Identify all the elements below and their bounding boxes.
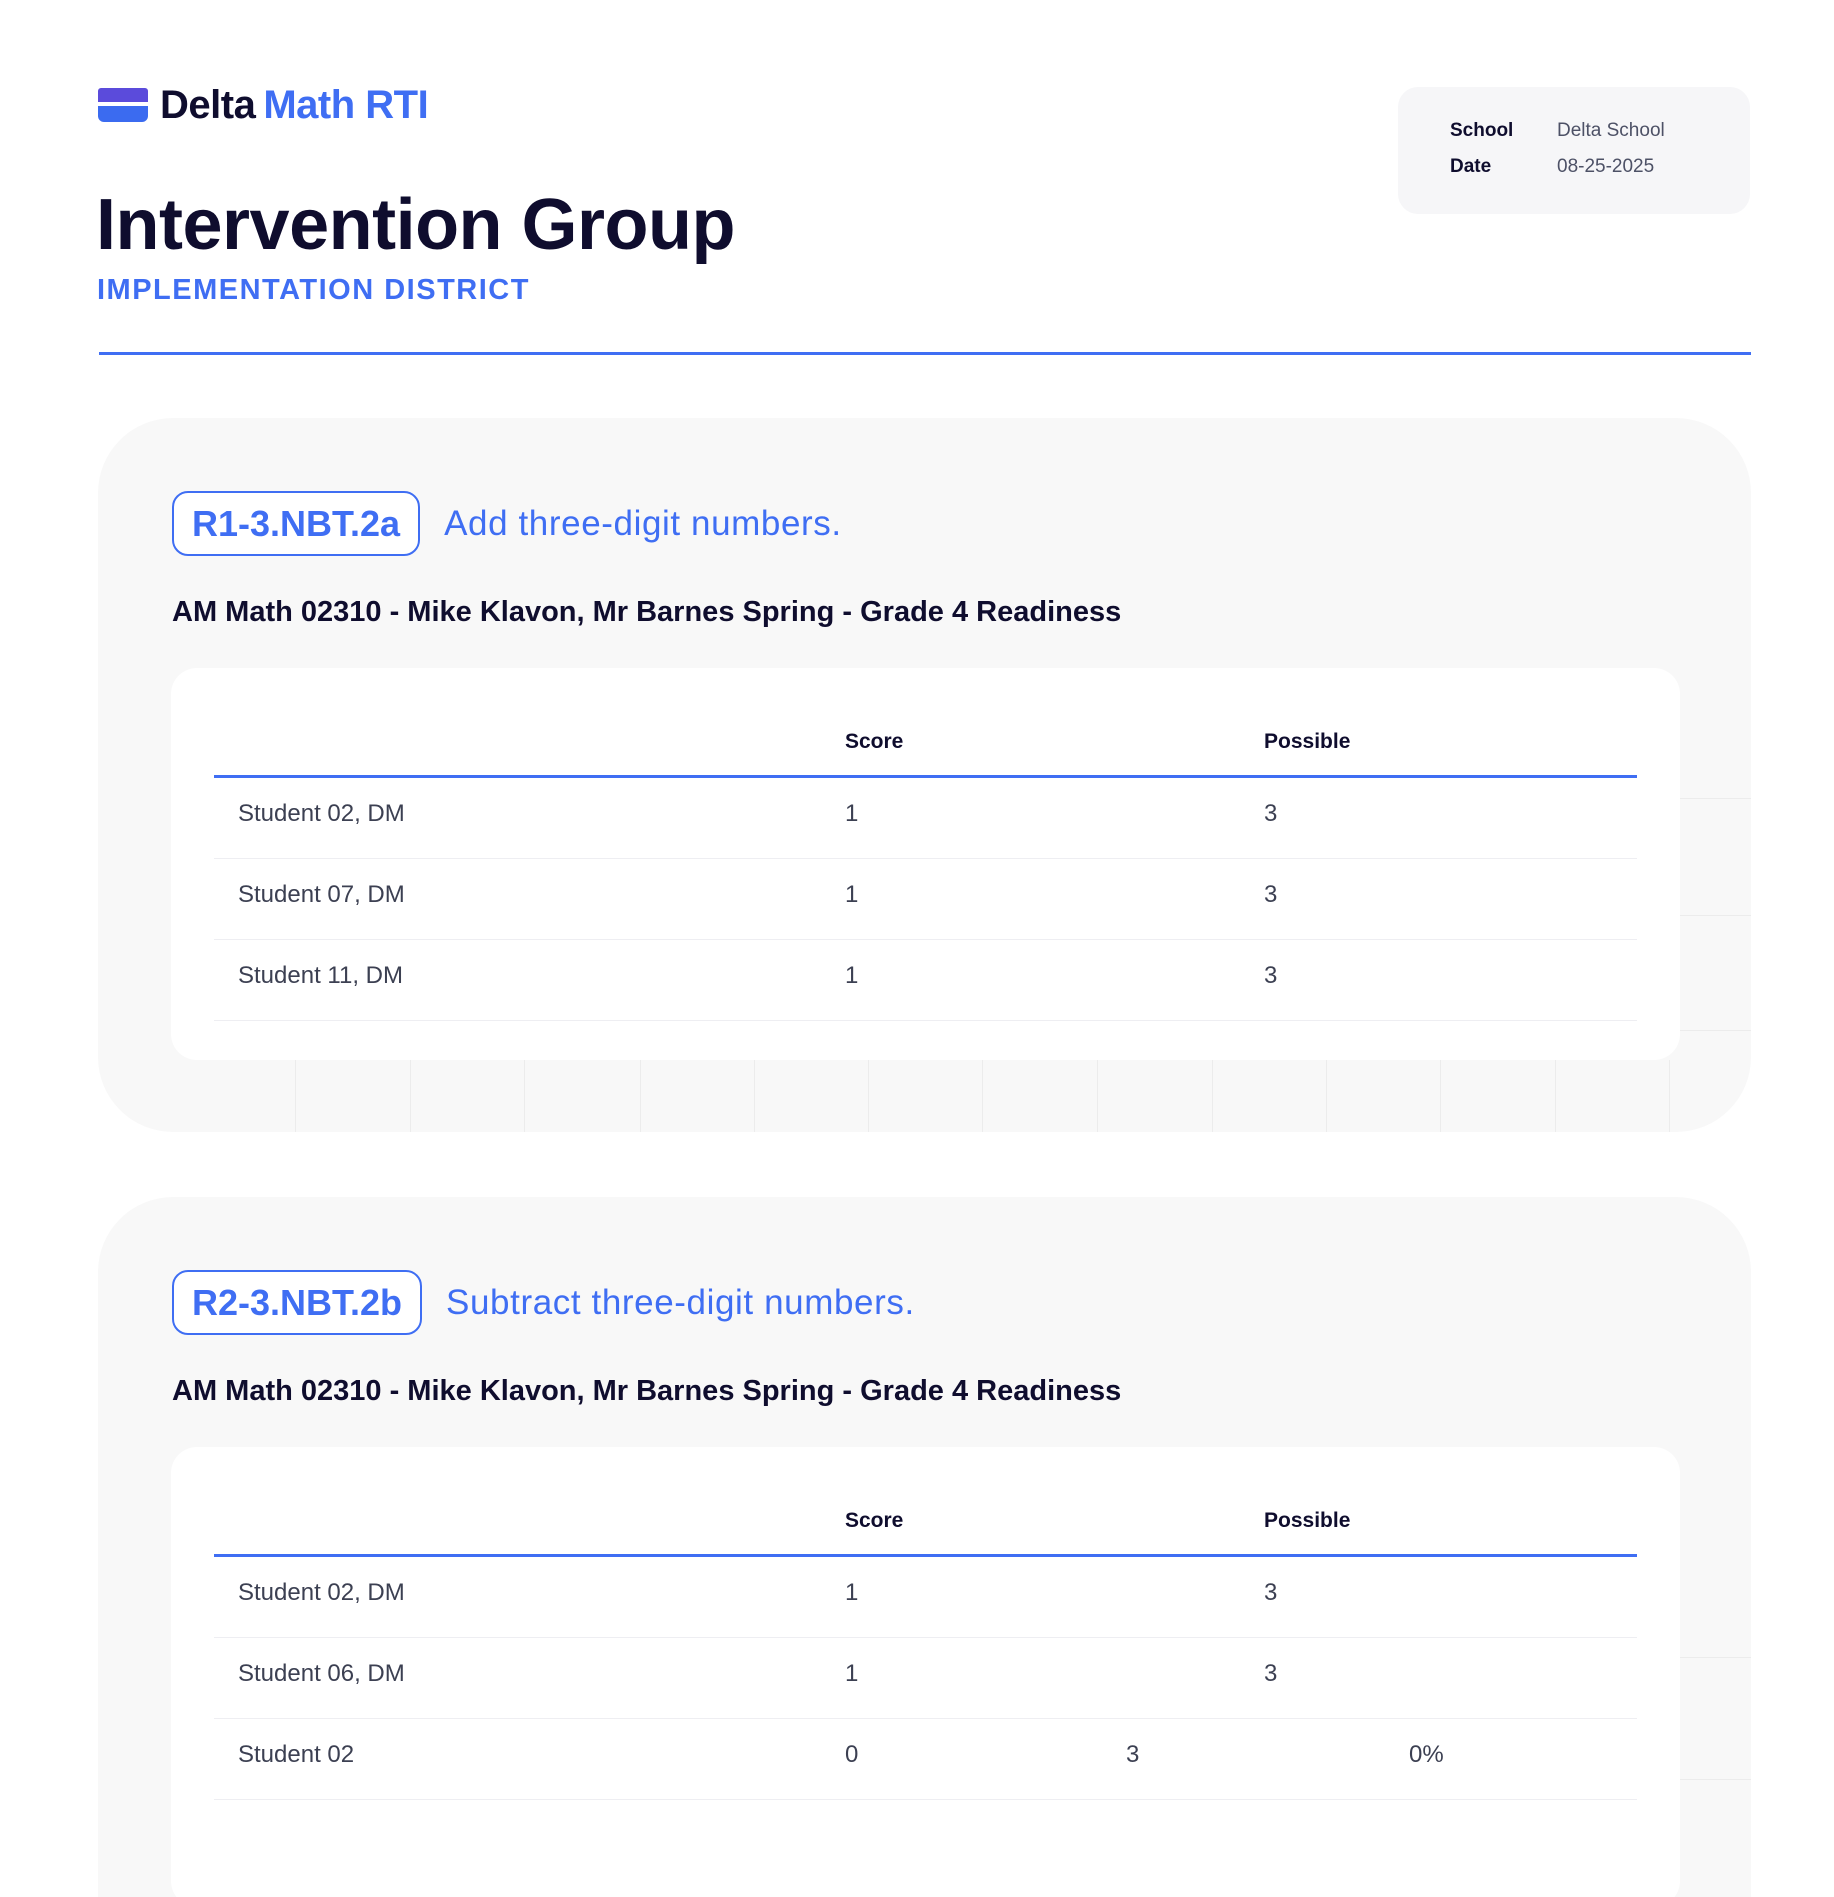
table-row xyxy=(214,1557,1637,1638)
skill-header xyxy=(172,491,842,556)
table-header xyxy=(214,1447,1637,1557)
possible-value: 3 xyxy=(1264,800,1278,827)
score-value: 1 xyxy=(845,1660,859,1687)
possible-value: 3 xyxy=(1264,962,1278,989)
student-name: Student 11, DM xyxy=(238,962,403,989)
header-divider xyxy=(99,352,1751,355)
percent-value: 0% xyxy=(1409,1741,1444,1768)
score-value: 1 xyxy=(845,1579,859,1606)
class-title: AM Math 02310 - Mike Klavon, Mr Barnes Spring - Grade 4 Readiness xyxy=(172,596,1122,628)
page-subtitle: IMPLEMENTATION DISTRICT xyxy=(97,274,530,306)
score-table xyxy=(171,668,1680,1060)
skill-section xyxy=(98,418,1751,1132)
table-row xyxy=(214,859,1637,940)
logo-word-math-rti: Math RTI xyxy=(263,82,429,127)
skill-description: Add three-digit numbers. xyxy=(444,503,842,543)
logo-wordmark xyxy=(160,83,428,128)
column-header-score: Score xyxy=(845,730,904,753)
score-value: 1 xyxy=(845,881,859,908)
skill-code-badge: R1-3.NBT.2a xyxy=(172,491,420,556)
student-name: Student 02 xyxy=(238,1741,355,1768)
meta-value: Delta School xyxy=(1557,120,1665,141)
report-meta-box xyxy=(1398,87,1750,214)
score-value: 1 xyxy=(845,962,859,989)
table-header xyxy=(214,668,1637,778)
table-row xyxy=(214,1638,1637,1719)
possible-value: 3 xyxy=(1264,1660,1278,1687)
skill-description: Subtract three-digit numbers. xyxy=(446,1282,915,1322)
possible-value: 3 xyxy=(1264,1579,1278,1606)
meta-label: Date xyxy=(1450,156,1492,177)
skill-section xyxy=(98,1197,1751,1897)
skill-header xyxy=(172,1270,915,1335)
student-name: Student 07, DM xyxy=(238,881,405,908)
meta-row-date xyxy=(1450,156,1654,178)
column-header-possible: Possible xyxy=(1264,730,1351,753)
table-row xyxy=(214,778,1637,859)
meta-label: School xyxy=(1450,120,1514,141)
skill-code-badge: R2-3.NBT.2b xyxy=(172,1270,422,1335)
column-header-score: Score xyxy=(845,1509,904,1532)
score-value: 1 xyxy=(845,800,859,827)
student-name: Student 06, DM xyxy=(238,1660,405,1687)
meta-row-school xyxy=(1450,120,1665,142)
student-name: Student 02, DM xyxy=(238,1579,405,1606)
table-row xyxy=(214,940,1637,1021)
possible-value: 3 xyxy=(1126,1741,1140,1768)
page-title: Intervention Group xyxy=(96,185,735,265)
possible-value: 3 xyxy=(1264,881,1278,908)
score-table xyxy=(171,1447,1680,1897)
column-header-possible: Possible xyxy=(1264,1509,1351,1532)
student-name: Student 02, DM xyxy=(238,800,405,827)
logo xyxy=(98,82,428,128)
table-row xyxy=(214,1719,1637,1800)
score-value: 0 xyxy=(845,1741,859,1768)
delta-logo-icon xyxy=(98,85,148,125)
meta-value: 08-25-2025 xyxy=(1557,156,1655,177)
class-title: AM Math 02310 - Mike Klavon, Mr Barnes Spring - Grade 4 Readiness xyxy=(172,1375,1122,1407)
logo-word-delta: Delta xyxy=(160,82,256,127)
